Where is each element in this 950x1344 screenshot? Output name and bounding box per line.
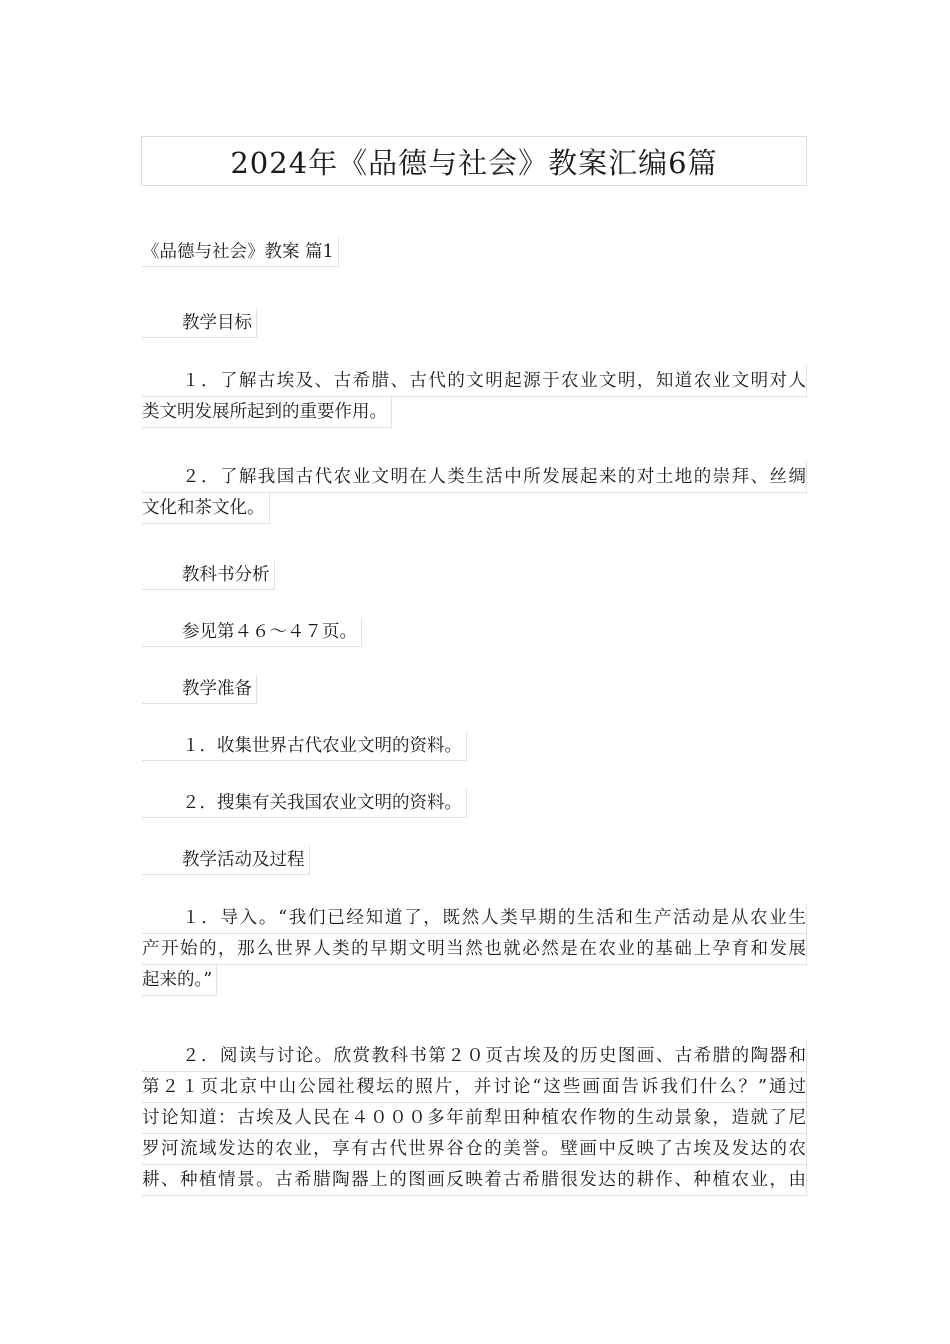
text-line: 第２１页北京中山公园社稷坛的照片，并讨论“这些画面告诉我们什么？”通过 [142, 1072, 807, 1103]
text-line: 文化和茶文化。 [142, 493, 270, 524]
text-line: 起来的。” [142, 965, 217, 996]
analysis-text: 参见第４６～４７页。 [142, 618, 362, 647]
document-title: 2024年《品德与社会》教案汇编6篇 [141, 136, 807, 186]
analysis-heading: 教科书分析 [142, 561, 275, 590]
prep-heading: 教学准备 [142, 675, 257, 704]
text-line: １．了解古埃及、古希腊、古代的文明起源于农业文明，知道农业文明对人 [142, 366, 807, 397]
text-line: 类文明发展所起到的重要作用。 [142, 397, 392, 428]
section-heading: 《品德与社会》教案 篇1 [142, 238, 339, 267]
goal-item-2 [142, 462, 807, 528]
activity-item-1 [142, 903, 807, 1000]
text-line: 产开始的，那么世界人类的早期文明当然也就必然是在农业的基础上孕育和发展 [142, 934, 807, 965]
goal-heading: 教学目标 [142, 309, 257, 338]
prep-item-2: ２．搜集有关我国农业文明的资料。 [142, 789, 467, 818]
goal-item-1 [142, 366, 807, 432]
text-line: 讨论知道：古埃及人民在４０００多年前犁田种植农作物的生动景象，造就了尼 [142, 1103, 807, 1134]
prep-item-1: １．收集世界古代农业文明的资料。 [142, 732, 467, 761]
text-line: １．导入。“我们已经知道了，既然人类早期的生活和生产活动是从农业生 [142, 903, 807, 934]
text-line: 耕、种植情景。古希腊陶器上的图画反映着古希腊很发达的耕作、种植农业，由 [142, 1165, 807, 1196]
text-line: ２．了解我国古代农业文明在人类生活中所发展起来的对土地的崇拜、丝绸 [142, 462, 807, 493]
activity-item-2 [142, 1041, 807, 1196]
text-line: 罗河流域发达的农业，享有古代世界谷仓的美誉。壁画中反映了古埃及发达的农 [142, 1134, 807, 1165]
text-line: ２．阅读与讨论。欣赏教科书第２０页古埃及的历史图画、古希腊的陶器和 [142, 1041, 807, 1072]
activity-heading: 教学活动及过程 [142, 846, 310, 875]
